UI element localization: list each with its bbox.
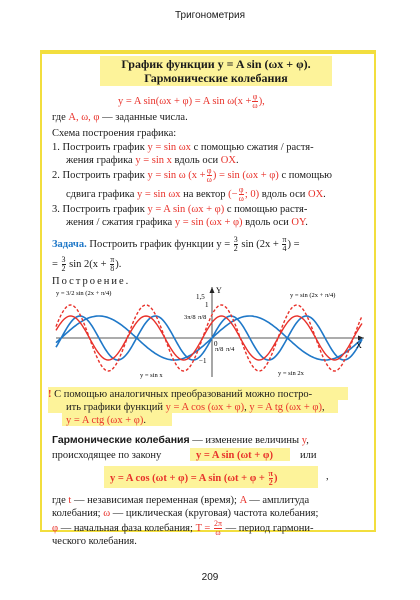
main-formula-fraction: $\frac{\varphi}{\omega}$ — [252, 92, 258, 110]
title-line2: Гармонические колебания — [144, 71, 288, 85]
where2-line1: где t — независимая переменная (время); A — амплитуда — [52, 495, 310, 506]
formula2-comma: , — [326, 471, 329, 482]
section-title — [100, 56, 332, 86]
tick-minus-1: −1 — [199, 357, 207, 365]
tick-1: 1 — [205, 301, 209, 309]
task-line2: = $\frac{3}{2}$ sin 2(x + $\frac{\pi}{8}$ ). — [52, 255, 122, 273]
sine-graph — [52, 285, 370, 380]
label-amplitude-curve: y = 3/2 sin (2x + π/4) — [56, 290, 112, 297]
step1-line2: жения графика y = sin x вдоль оси OX. — [66, 155, 239, 166]
where-line: где A, ω, φ — заданные числа. — [52, 112, 188, 123]
y-axis-arrow — [210, 287, 215, 293]
task-label: Задача. — [52, 238, 87, 250]
where2-line4: ческого колебания. — [52, 536, 137, 547]
tick-0: 0 — [214, 340, 218, 348]
law-formula: y = A sin (ωt + φ) — [196, 450, 273, 461]
main-formula-left: y = A sin(ωx + φ) = A sin ω(x + — [118, 95, 252, 107]
step3-line2: жения / сжатия графика y = sin (ωx + φ) вдоль оси OY. — [66, 217, 308, 228]
label-sin-x: y = sin x — [140, 372, 163, 379]
tick-pi4: π/4 — [226, 346, 235, 353]
harmonic-def-line1: Гармонические колебания — изменение величины y, — [52, 434, 309, 446]
note-line3: y = A ctg (ωx + φ). — [66, 415, 146, 426]
task-line1: Задача. Построить график функции y = $\frac{3}{2}$ sin (2x + $\frac{\pi}{4}$ ) = — [52, 235, 300, 253]
y-axis-label: Y — [216, 286, 222, 295]
where2-line3: φ — начальная фаза колебания; T = $\frac{2\pi}{\omega}$ — период гармони- — [52, 519, 314, 537]
where2-line2: колебания; ω — циклическая (круговая) частота колебания; — [52, 508, 319, 519]
step2-line2: сдвига графика y = sin ωx на вектор (− $\frac{\varphi}{\omega}$ ; 0) вдоль оси OX. — [66, 185, 326, 203]
harmonic-def-line2: происходящее по закону — [52, 450, 162, 461]
tick-3pi8: 3π/8 — [184, 314, 196, 321]
note-line2: ить графики функций y = A cos (ωx + φ), y = A tg (ωx + φ), — [66, 402, 325, 413]
step1-line1: 1. Построить график y = sin ωx с помощью сжатия / растя- — [52, 142, 314, 153]
note-line1: ! С помощью аналогичных преобразований можно постро- — [48, 389, 313, 400]
label-shift-curve: y = sin (2x + π/4) — [290, 292, 336, 299]
label-sin-2x: y = sin 2x — [278, 370, 304, 377]
construction-label: Построение. — [52, 276, 131, 287]
tick-pi8: π/8 — [215, 346, 224, 353]
step2-line1: 2. Построить график y = sin ω (x + $\frac{\varphi}{\omega}$ ) = sin (ωx + φ) с помощью — [52, 166, 333, 184]
page-number: 209 — [201, 572, 219, 583]
main-formula-right: ), — [258, 95, 265, 107]
formula2: y = A cos (ωt + φ) = A sin (ωt + φ + $\frac{\pi}{2}$ ) — [110, 469, 278, 487]
tick-pi8-neg: π/8 — [198, 314, 207, 321]
x-axis-label: X — [356, 341, 362, 350]
scheme-title: Схема построения графика: — [52, 128, 177, 139]
note-mark: ! — [48, 389, 52, 400]
step3-line1: 3. Построить график y = A sin (ωx + φ) с помощью растя- — [52, 204, 308, 215]
title-line1: График функции y = A sin (ωx + φ). — [121, 57, 311, 71]
tick-1-5: 1,5 — [196, 293, 205, 301]
main-formula — [118, 93, 265, 110]
or-word: или — [300, 450, 317, 461]
running-header: Тригонометрия — [174, 10, 245, 21]
harmonic-term: Гармонические колебания — [52, 434, 190, 446]
